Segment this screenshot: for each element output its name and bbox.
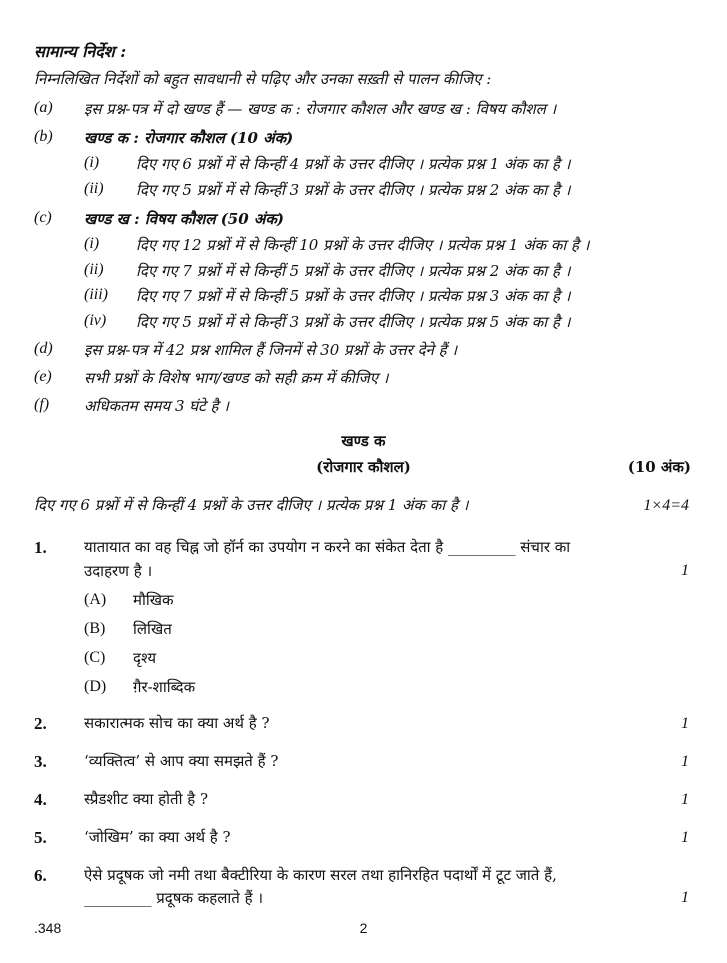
question-text: सकारात्मक सोच का क्या अर्थ है ? [84, 714, 270, 732]
question-mark: 1 [681, 791, 689, 808]
subitem-text: दिए गए 7 प्रश्नों में से किन्हीं 5 प्रश्नों के उत्तर दीजिए । प्रत्येक प्रश्न 2 अंक का है । [136, 262, 571, 280]
option-label: (C) [84, 649, 106, 666]
question-text-continued: _________ प्रदूषक कहलाते हैं । [84, 889, 264, 907]
subitem-label: (i) [84, 235, 100, 252]
instructions-heading: सामान्य निर्देश : [34, 42, 127, 61]
question-mark: 1 [681, 889, 689, 906]
option-text: लिखित [133, 620, 172, 638]
section-title: खण्ड क [341, 432, 386, 450]
subitem-text: दिए गए 7 प्रश्नों में से किन्हीं 5 प्रश्नों के उत्तर दीजिए । प्रत्येक प्रश्न 3 अंक का है । [136, 287, 571, 305]
subitem-text: दिए गए 6 प्रश्नों में से किन्हीं 4 प्रश्नों के उत्तर दीजिए । प्रत्येक प्रश्न 1 अंक का है । [136, 155, 571, 173]
question-number: 2. [34, 714, 47, 733]
item-text: इस प्रश्न-पत्र में दो खण्ड हैं — खण्ड क : रोजगार कौशल और खण्ड ख : विषय कौशल । [84, 100, 557, 118]
option-label: (B) [84, 620, 106, 637]
item-label: (e) [34, 368, 52, 385]
subitem-text: दिए गए 5 प्रश्नों में से किन्हीं 3 प्रश्नों के उत्तर दीजिए । प्रत्येक प्रश्न 5 अंक का है । [136, 313, 571, 331]
question-text: ऐसे प्रदूषक जो नमी तथा बैक्टीरिया के कारण सरल तथा हानिरहित पदार्थों में टूट जाते हैं, [84, 866, 557, 884]
instructions-intro: निम्नलिखित निर्देशों को बहुत सावधानी से पढ़िए और उनका सख़्ती से पालन कीजिए : [34, 70, 492, 88]
item-label: (a) [34, 99, 53, 116]
item-text: खण्ड क : रोजगार कौशल (10 अंक) [84, 129, 294, 147]
question-text: यातायात का वह चिह्न जो हॉर्न का उपयोग न करने का संकेत देता है _________ संचार का [84, 538, 571, 556]
page-number: 2 [359, 920, 368, 936]
item-text: सभी प्रश्नों के विशेष भाग/खण्ड को सही क्रम में कीजिए । [84, 369, 389, 387]
item-label: (d) [34, 340, 53, 357]
subitem-label: (ii) [84, 180, 104, 197]
question-number: 6. [34, 866, 47, 885]
item-text: इस प्रश्न-पत्र में 42 प्रश्न शामिल हैं जिनमें से 30 प्रश्नों के उत्तर देने हैं । [84, 341, 458, 359]
subitem-text: दिए गए 12 प्रश्नों में से किन्हीं 10 प्रश्नों के उत्तर दीजिए । प्रत्येक प्रश्न 1 अंक का है । [136, 236, 590, 254]
option-label: (A) [84, 591, 107, 608]
item-label: (b) [34, 128, 53, 145]
question-number: 1. [34, 538, 47, 557]
option-text: दृश्य [133, 649, 157, 667]
marks-formula: 1×4=4 [643, 497, 689, 514]
subitem-label: (iii) [84, 286, 108, 303]
option-text: ग़ैर-शाब्दिक [133, 678, 196, 696]
question-number: 4. [34, 790, 47, 809]
section-instruction: दिए गए 6 प्रश्नों में से किन्हीं 4 प्रश्नों के उत्तर दीजिए । प्रत्येक प्रश्न 1 अंक का है । [34, 496, 469, 514]
question-text: ‘जोखिम’ का क्या अर्थ है ? [84, 828, 231, 846]
subitem-label: (i) [84, 154, 100, 171]
question-mark: 1 [681, 753, 689, 770]
paper-code: .348 [34, 920, 62, 936]
question-text: ‘व्यक्तित्व’ से आप क्या समझते हैं ? [84, 752, 279, 770]
item-label: (c) [34, 209, 52, 226]
option-text: मौखिक [133, 591, 174, 609]
item-text: खण्ड ख : विषय कौशल (50 अंक) [84, 210, 284, 228]
question-text: स्प्रैडशीट क्या होती है ? [84, 790, 209, 808]
question-mark: 1 [681, 715, 689, 732]
question-number: 3. [34, 752, 47, 771]
section-marks: (10 अंक) [627, 458, 691, 476]
item-label: (f) [34, 396, 50, 413]
subitem-text: दिए गए 5 प्रश्नों में से किन्हीं 3 प्रश्नों के उत्तर दीजिए । प्रत्येक प्रश्न 2 अंक का है । [136, 181, 571, 199]
subitem-label: (ii) [84, 261, 104, 278]
question-mark: 1 [681, 562, 689, 579]
subitem-label: (iv) [84, 312, 107, 329]
question-number: 5. [34, 828, 47, 847]
item-text: अधिकतम समय 3 घंटे है । [84, 397, 229, 415]
question-text-continued: उदाहरण है । [84, 562, 153, 580]
question-mark: 1 [681, 829, 689, 846]
section-subtitle: (रोजगार कौशल) [316, 458, 411, 476]
option-label: (D) [84, 678, 107, 695]
